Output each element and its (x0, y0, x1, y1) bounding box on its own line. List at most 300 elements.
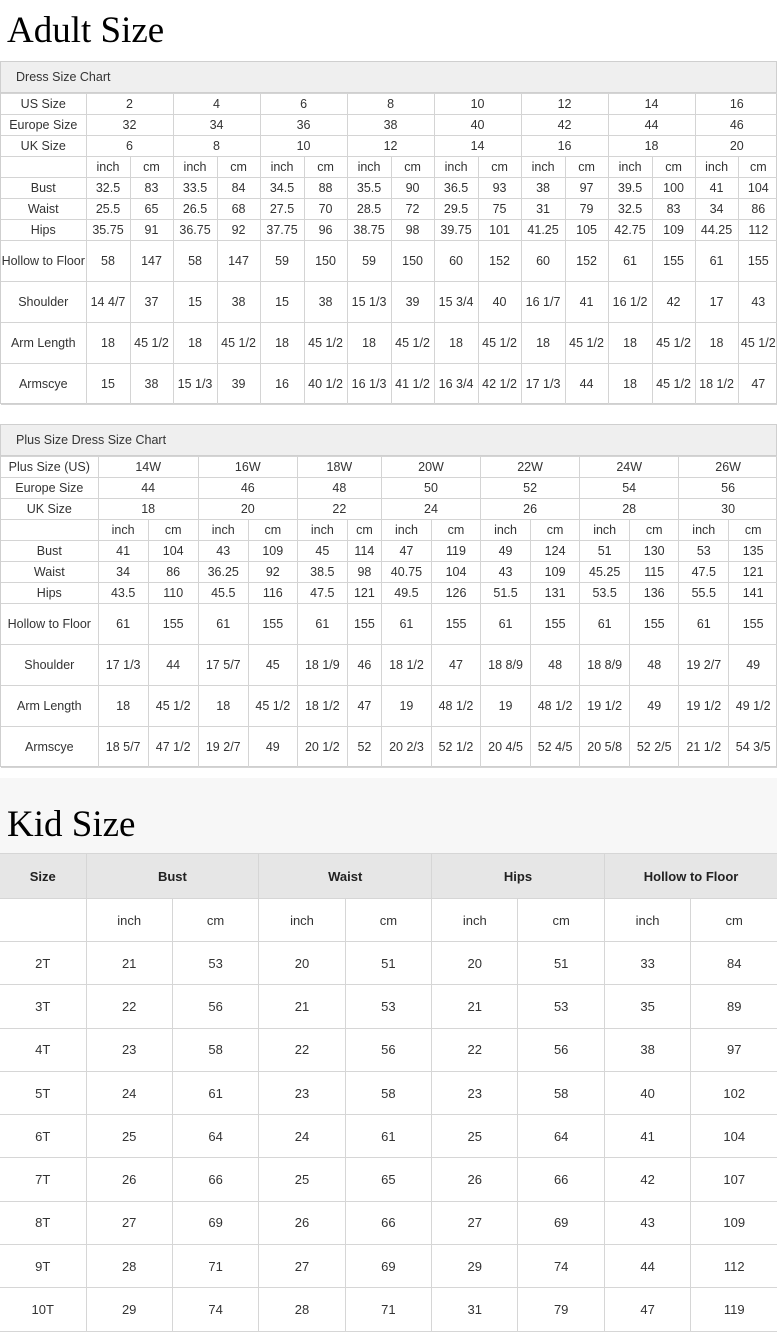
kid-size-label: 5T (0, 1071, 86, 1114)
measurement-value: 43 (198, 541, 248, 562)
kid-measurement-value: 47 (604, 1288, 690, 1331)
measurement-value: 54 3/5 (729, 727, 777, 768)
measurement-value: 18 (198, 686, 248, 727)
unit-cm: cm (729, 520, 777, 541)
unit-cm: cm (565, 157, 608, 178)
measurement-value: 17 (695, 282, 738, 323)
measurement-value: 38.75 (347, 220, 391, 241)
measurement-value: 92 (217, 220, 260, 241)
measurement-value: 52 2/5 (630, 727, 679, 768)
measurement-value: 109 (531, 562, 580, 583)
kid-size-label: 8T (0, 1201, 86, 1244)
unit-cm: cm (630, 520, 679, 541)
kid-measurement-value: 27 (432, 1201, 518, 1244)
kid-measurement-value: 21 (259, 985, 345, 1028)
measurement-value: 109 (248, 541, 297, 562)
unit-inch: inch (297, 520, 347, 541)
kid-measurement-value: 44 (604, 1245, 690, 1288)
size-cell: 6 (260, 94, 347, 115)
kid-measurement-value: 25 (86, 1115, 172, 1158)
unit-inch: inch (381, 520, 431, 541)
unit-cm: cm (217, 157, 260, 178)
kid-measurement-value: 26 (259, 1201, 345, 1244)
measurement-value: 43 (738, 282, 777, 323)
kid-size-row (0, 1201, 777, 1244)
kid-measurement-value: 24 (86, 1071, 172, 1114)
kid-measurement-value: 24 (259, 1115, 345, 1158)
measurement-value: 15 1/3 (173, 364, 217, 405)
measurement-label: Armscye (1, 727, 98, 768)
measurement-value: 47.5 (679, 562, 729, 583)
row-label: US Size (1, 94, 86, 115)
measurement-value: 47 (347, 686, 381, 727)
unit-cm: cm (248, 520, 297, 541)
size-cell: 8 (347, 94, 434, 115)
measurement-value: 38 (130, 364, 173, 405)
size-cell: 28 (580, 499, 679, 520)
unit-row (1, 157, 777, 178)
measurement-value: 37.75 (260, 220, 304, 241)
size-cell: 16W (198, 457, 297, 478)
measurement-value: 49.5 (381, 583, 431, 604)
measurement-value: 36.75 (173, 220, 217, 241)
adult-dress-size-chart (0, 61, 777, 404)
kid-measurement-value: 58 (518, 1071, 604, 1114)
measurement-value: 47 (431, 645, 480, 686)
size-cell: 44 (98, 478, 198, 499)
unit-inch: inch (173, 157, 217, 178)
measurement-value: 18 (173, 323, 217, 364)
kid-measurement-value: 89 (691, 985, 777, 1028)
measurement-value: 49 (729, 645, 777, 686)
measurement-value: 72 (391, 199, 434, 220)
plus-dress-size-chart (0, 424, 777, 767)
measurement-value: 48 (531, 645, 580, 686)
unit-cm: cm (478, 157, 521, 178)
size-cell: 24W (580, 457, 679, 478)
unit-cm: cm (172, 899, 258, 942)
measurement-value: 109 (652, 220, 695, 241)
size-cell: 20 (695, 136, 777, 157)
measurement-value: 18 (260, 323, 304, 364)
measurement-label: Shoulder (1, 282, 86, 323)
measurement-value: 45 1/2 (565, 323, 608, 364)
measurement-value: 16 1/7 (521, 282, 565, 323)
measurement-value: 155 (431, 604, 480, 645)
measurement-value: 155 (738, 241, 777, 282)
measurement-value: 114 (347, 541, 381, 562)
unit-inch: inch (259, 899, 345, 942)
unit-cm: cm (345, 899, 431, 942)
unit-inch: inch (198, 520, 248, 541)
kid-measurement-value: 69 (172, 1201, 258, 1244)
measurement-value: 36.25 (198, 562, 248, 583)
measurement-value: 18 8/9 (580, 645, 630, 686)
kid-size-label: 4T (0, 1028, 86, 1071)
measurement-value: 150 (304, 241, 347, 282)
measurement-value: 17 5/7 (198, 645, 248, 686)
measurement-value: 20 1/2 (297, 727, 347, 768)
measurement-value: 45 1/2 (652, 364, 695, 405)
measurement-row (1, 727, 777, 768)
kid-measurement-value: 41 (604, 1115, 690, 1158)
unit-cm: cm (738, 157, 777, 178)
measurement-value: 39.5 (608, 178, 652, 199)
unit-inch: inch (86, 899, 172, 942)
measurement-value: 131 (531, 583, 580, 604)
measurement-value: 155 (729, 604, 777, 645)
measurement-value: 27.5 (260, 199, 304, 220)
measurement-value: 97 (565, 178, 608, 199)
row-label: UK Size (1, 136, 86, 157)
measurement-row (1, 604, 777, 645)
measurement-value: 45.25 (580, 562, 630, 583)
row-label: UK Size (1, 499, 98, 520)
kid-unit-blank (0, 899, 86, 942)
kid-measurement-value: 53 (345, 985, 431, 1028)
kid-size-label: 3T (0, 985, 86, 1028)
kid-measurement-value: 27 (86, 1201, 172, 1244)
measurement-label: Hollow to Floor (1, 241, 86, 282)
measurement-value: 135 (729, 541, 777, 562)
measurement-value: 155 (148, 604, 198, 645)
size-cell: 34 (173, 115, 260, 136)
measurement-value: 18 (347, 323, 391, 364)
kid-measurement-value: 26 (432, 1158, 518, 1201)
kid-measurement-value: 112 (691, 1245, 777, 1288)
measurement-value: 60 (521, 241, 565, 282)
unit-cm: cm (652, 157, 695, 178)
measurement-value: 44 (148, 645, 198, 686)
measurement-value: 61 (580, 604, 630, 645)
size-cell: 8 (173, 136, 260, 157)
measurement-row (1, 178, 777, 199)
size-cell: 18 (608, 136, 695, 157)
measurement-value: 47 (381, 541, 431, 562)
size-cell: 20W (381, 457, 480, 478)
measurement-value: 32.5 (608, 199, 652, 220)
measurement-value: 18 1/2 (381, 645, 431, 686)
measurement-value: 38 (521, 178, 565, 199)
unit-cm: cm (130, 157, 173, 178)
plus-size-table (1, 456, 777, 768)
unit-inch: inch (580, 520, 630, 541)
measurement-value: 49 (481, 541, 531, 562)
kid-measurement-value: 79 (518, 1288, 604, 1331)
row-label: Europe Size (1, 478, 98, 499)
measurement-value: 152 (478, 241, 521, 282)
measurement-value: 68 (217, 199, 260, 220)
measurement-value: 20 4/5 (481, 727, 531, 768)
measurement-value: 18 1/2 (695, 364, 738, 405)
measurement-value: 124 (531, 541, 580, 562)
measurement-value: 16 1/3 (347, 364, 391, 405)
measurement-value: 39 (391, 282, 434, 323)
measurement-value: 61 (608, 241, 652, 282)
adult-size-title: Adult Size (7, 10, 165, 51)
measurement-value: 33.5 (173, 178, 217, 199)
measurement-value: 98 (347, 562, 381, 583)
measurement-row (1, 220, 777, 241)
unit-inch: inch (481, 520, 531, 541)
measurement-value: 18 (521, 323, 565, 364)
measurement-value: 17 1/3 (521, 364, 565, 405)
measurement-value: 34.5 (260, 178, 304, 199)
measurement-value: 39 (217, 364, 260, 405)
measurement-value: 90 (391, 178, 434, 199)
size-cell: 6 (86, 136, 173, 157)
kid-size-row (0, 1115, 777, 1158)
row-label: Plus Size (US) (1, 457, 98, 478)
size-cell: 12 (347, 136, 434, 157)
measurement-value: 112 (738, 220, 777, 241)
measurement-value: 88 (304, 178, 347, 199)
measurement-value: 18 (434, 323, 478, 364)
kid-measurement-value: 109 (691, 1201, 777, 1244)
kid-column-header: Size (0, 854, 86, 899)
measurement-row (1, 686, 777, 727)
kid-measurement-value: 107 (691, 1158, 777, 1201)
measurement-value: 86 (148, 562, 198, 583)
kid-measurement-value: 38 (604, 1028, 690, 1071)
measurement-value: 45 1/2 (652, 323, 695, 364)
measurement-value: 16 1/2 (608, 282, 652, 323)
kid-size-label: 7T (0, 1158, 86, 1201)
kid-measurement-value: 56 (172, 985, 258, 1028)
measurement-value: 38.5 (297, 562, 347, 583)
kid-size-label: 9T (0, 1245, 86, 1288)
size-header-row (1, 499, 777, 520)
unit-cm: cm (691, 899, 777, 942)
measurement-value: 51.5 (481, 583, 531, 604)
unit-cm: cm (391, 157, 434, 178)
measurement-value: 52 1/2 (431, 727, 480, 768)
measurement-value: 53 (679, 541, 729, 562)
measurement-value: 84 (217, 178, 260, 199)
measurement-value: 110 (148, 583, 198, 604)
measurement-value: 86 (738, 199, 777, 220)
kid-size-row (0, 1245, 777, 1288)
measurement-value: 98 (391, 220, 434, 241)
size-cell: 56 (679, 478, 777, 499)
kid-measurement-value: 25 (259, 1158, 345, 1201)
kid-header-row (0, 854, 777, 899)
measurement-row (1, 241, 777, 282)
measurement-value: 65 (130, 199, 173, 220)
measurement-value: 31 (521, 199, 565, 220)
plus-chart-caption: Plus Size Dress Size Chart (1, 425, 776, 456)
adult-chart-caption: Dress Size Chart (1, 62, 776, 93)
unit-inch: inch (695, 157, 738, 178)
measurement-value: 96 (304, 220, 347, 241)
measurement-value: 92 (248, 562, 297, 583)
measurement-value: 45 1/2 (391, 323, 434, 364)
measurement-row (1, 541, 777, 562)
size-cell: 38 (347, 115, 434, 136)
measurement-label: Waist (1, 562, 98, 583)
size-cell: 12 (521, 94, 608, 115)
size-cell: 26W (679, 457, 777, 478)
kid-measurement-value: 21 (86, 942, 172, 985)
size-cell: 52 (481, 478, 580, 499)
measurement-value: 51 (580, 541, 630, 562)
measurement-value: 61 (381, 604, 431, 645)
unit-inch: inch (260, 157, 304, 178)
measurement-value: 37 (130, 282, 173, 323)
kid-measurement-value: 61 (345, 1115, 431, 1158)
measurement-value: 79 (565, 199, 608, 220)
unit-cm: cm (518, 899, 604, 942)
measurement-value: 47 (738, 364, 777, 405)
measurement-value: 55.5 (679, 583, 729, 604)
measurement-value: 42 (652, 282, 695, 323)
measurement-value: 47.5 (297, 583, 347, 604)
kid-size-title: Kid Size (7, 804, 136, 845)
measurement-label: Arm Length (1, 323, 86, 364)
measurement-value: 32.5 (86, 178, 130, 199)
measurement-value: 104 (431, 562, 480, 583)
measurement-row (1, 364, 777, 405)
measurement-value: 104 (738, 178, 777, 199)
size-cell: 2 (86, 94, 173, 115)
kid-size-table (0, 853, 777, 1332)
kid-measurement-value: 40 (604, 1071, 690, 1114)
kid-size-row (0, 985, 777, 1028)
kid-measurement-value: 66 (518, 1158, 604, 1201)
measurement-value: 26.5 (173, 199, 217, 220)
measurement-value: 43.5 (98, 583, 148, 604)
size-cell: 50 (381, 478, 480, 499)
measurement-value: 155 (652, 241, 695, 282)
kid-measurement-value: 29 (432, 1245, 518, 1288)
measurement-value: 36.5 (434, 178, 478, 199)
size-cell: 46 (198, 478, 297, 499)
size-cell: 26 (481, 499, 580, 520)
measurement-value: 42.75 (608, 220, 652, 241)
kid-column-header: Hips (432, 854, 605, 899)
size-header-row (1, 457, 777, 478)
measurement-value: 49 (630, 686, 679, 727)
unit-cm: cm (347, 520, 381, 541)
kid-measurement-value: 58 (345, 1071, 431, 1114)
measurement-value: 147 (217, 241, 260, 282)
measurement-value: 45 1/2 (478, 323, 521, 364)
measurement-value: 100 (652, 178, 695, 199)
measurement-label: Waist (1, 199, 86, 220)
measurement-value: 45 1/2 (217, 323, 260, 364)
measurement-label: Hips (1, 583, 98, 604)
kid-measurement-value: 23 (86, 1028, 172, 1071)
kid-measurement-value: 25 (432, 1115, 518, 1158)
size-cell: 32 (86, 115, 173, 136)
measurement-value: 61 (481, 604, 531, 645)
measurement-value: 45 1/2 (130, 323, 173, 364)
measurement-value: 35.5 (347, 178, 391, 199)
measurement-value: 121 (729, 562, 777, 583)
unit-row-blank (1, 157, 86, 178)
kid-measurement-value: 22 (259, 1028, 345, 1071)
measurement-value: 45 1/2 (248, 686, 297, 727)
measurement-value: 38 (217, 282, 260, 323)
measurement-label: Bust (1, 541, 98, 562)
size-cell: 40 (434, 115, 521, 136)
kid-measurement-value: 53 (172, 942, 258, 985)
measurement-value: 28.5 (347, 199, 391, 220)
measurement-value: 34 (695, 199, 738, 220)
unit-inch: inch (521, 157, 565, 178)
unit-inch: inch (432, 899, 518, 942)
kid-size-row (0, 1028, 777, 1071)
unit-inch: inch (98, 520, 148, 541)
kid-measurement-value: 104 (691, 1115, 777, 1158)
measurement-value: 18 1/2 (297, 686, 347, 727)
measurement-value: 16 (260, 364, 304, 405)
kid-measurement-value: 53 (518, 985, 604, 1028)
kid-size-row (0, 942, 777, 985)
kid-size-label: 6T (0, 1115, 86, 1158)
measurement-value: 83 (652, 199, 695, 220)
kid-measurement-value: 27 (259, 1245, 345, 1288)
kid-measurement-value: 84 (691, 942, 777, 985)
measurement-value: 121 (347, 583, 381, 604)
measurement-value: 47 1/2 (148, 727, 198, 768)
kid-measurement-value: 31 (432, 1288, 518, 1331)
measurement-value: 141 (729, 583, 777, 604)
measurement-value: 49 (248, 727, 297, 768)
measurement-value: 150 (391, 241, 434, 282)
kid-measurement-value: 42 (604, 1158, 690, 1201)
measurement-value: 40.75 (381, 562, 431, 583)
measurement-value: 126 (431, 583, 480, 604)
kid-measurement-value: 29 (86, 1288, 172, 1331)
measurement-value: 155 (248, 604, 297, 645)
kid-measurement-value: 61 (172, 1071, 258, 1114)
measurement-value: 40 1/2 (304, 364, 347, 405)
measurement-value: 16 3/4 (434, 364, 478, 405)
kid-size-row (0, 1071, 777, 1114)
measurement-value: 41 (98, 541, 148, 562)
measurement-value: 18 8/9 (481, 645, 531, 686)
measurement-value: 45 (248, 645, 297, 686)
size-cell: 30 (679, 499, 777, 520)
measurement-value: 101 (478, 220, 521, 241)
measurement-value: 20 2/3 (381, 727, 431, 768)
measurement-value: 18 5/7 (98, 727, 148, 768)
measurement-value: 19 2/7 (679, 645, 729, 686)
kid-measurement-value: 35 (604, 985, 690, 1028)
kid-unit-row (0, 899, 777, 942)
measurement-value: 59 (347, 241, 391, 282)
measurement-value: 40 (478, 282, 521, 323)
kid-measurement-value: 74 (518, 1245, 604, 1288)
size-cell: 36 (260, 115, 347, 136)
size-cell: 4 (173, 94, 260, 115)
kid-measurement-value: 97 (691, 1028, 777, 1071)
measurement-value: 45 1/2 (148, 686, 198, 727)
unit-cm: cm (304, 157, 347, 178)
measurement-value: 152 (565, 241, 608, 282)
measurement-value: 43 (481, 562, 531, 583)
kid-measurement-value: 28 (86, 1245, 172, 1288)
measurement-value: 61 (98, 604, 148, 645)
size-cell: 22W (481, 457, 580, 478)
measurement-value: 15 3/4 (434, 282, 478, 323)
kid-column-header: Hollow to Floor (604, 854, 777, 899)
measurement-value: 41 1/2 (391, 364, 434, 405)
measurement-value: 61 (679, 604, 729, 645)
size-cell: 16 (521, 136, 608, 157)
measurement-value: 41 (565, 282, 608, 323)
